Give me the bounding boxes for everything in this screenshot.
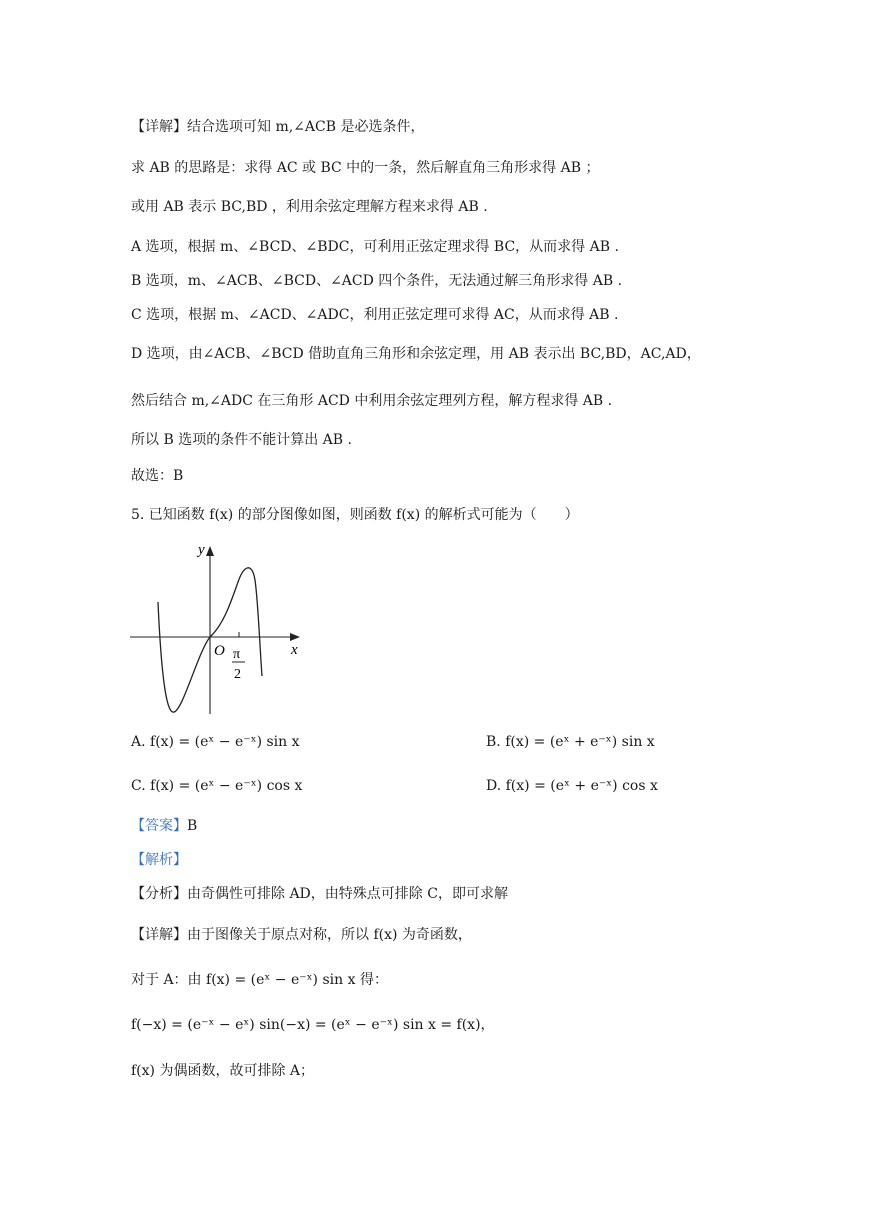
function-graph-figure: [128, 540, 306, 716]
tick-label-denominator: 2: [234, 667, 241, 682]
solution-line: f(−x) = (e⁻ˣ − eˣ) sin(−x) = (eˣ − e⁻ˣ) sin x = f(x)，: [131, 1017, 495, 1033]
text-line: 【详解】结合选项可知 m,∠ACB 是必选条件，: [131, 119, 425, 135]
y-axis-arrow: [206, 546, 214, 556]
answer-value: B: [187, 818, 198, 834]
option-b: B. f(x) = (eˣ + e⁻ˣ) sin x: [486, 734, 655, 750]
solution-line: 【详解】由于图像关于原点对称，所以 f(x) 为奇函数，: [131, 927, 472, 943]
analysis-label: 【解析】: [131, 852, 187, 868]
text-line: 故选：B: [131, 468, 184, 484]
text-line: C 选项，根据 m、∠ACD、∠ADC，利用正弦定理可求得 AC，从而求得 AB .: [131, 307, 619, 323]
y-axis-label: y: [198, 542, 205, 558]
text-line: 所以 B 选项的条件不能计算出 AB .: [131, 432, 352, 448]
solution-line: 对于 A：由 f(x) = (eˣ − e⁻ˣ) sin x 得：: [131, 972, 388, 988]
x-axis-arrow: [290, 633, 300, 641]
text-line: A 选项，根据 m、∠BCD、∠BDC，可利用正弦定理求得 BC，从而求得 AB .: [131, 239, 619, 255]
question-5-stem: 5. 已知函数 f(x) 的部分图像如图，则函数 f(x) 的解析式可能为（ ）: [131, 507, 579, 523]
option-d: D. f(x) = (eˣ + e⁻ˣ) cos x: [486, 778, 658, 794]
answer-line: [131, 816, 197, 836]
text-line: D 选项，由∠ACB、∠BCD 借助直角三角形和余弦定理，用 AB 表示出 BC,BD，AC,AD，: [131, 346, 701, 362]
solution-line: f(x) 为偶函数，故可排除 A；: [131, 1063, 315, 1079]
tick-label-numerator: π: [233, 647, 241, 662]
text-line: 然后结合 m,∠ADC 在三角形 ACD 中利用余弦定理列方程，解方程求得 AB .: [131, 393, 613, 409]
text-line: 或用 AB 表示 BC,BD ，利用余弦定理解方程来求得 AB .: [131, 199, 488, 215]
origin-label: O: [214, 643, 225, 659]
text-line: 求 AB 的思路是：求得 AC 或 BC 中的一条，然后解直角三角形求得 AB ；: [131, 160, 600, 176]
text-line: B 选项，m、∠ACB、∠BCD、∠ACD 四个条件，无法通过解三角形求得 AB .: [131, 273, 623, 289]
option-a: A. f(x) = (eˣ − e⁻ˣ) sin x: [131, 734, 300, 750]
x-axis-label: x: [291, 642, 298, 658]
option-c: C. f(x) = (eˣ − e⁻ˣ) cos x: [131, 778, 303, 794]
answer-label: 【答案】: [131, 818, 187, 834]
solution-line: 【分析】由奇偶性可排除 AD，由特殊点可排除 C，即可求解: [131, 886, 508, 902]
function-graph: [128, 540, 306, 716]
